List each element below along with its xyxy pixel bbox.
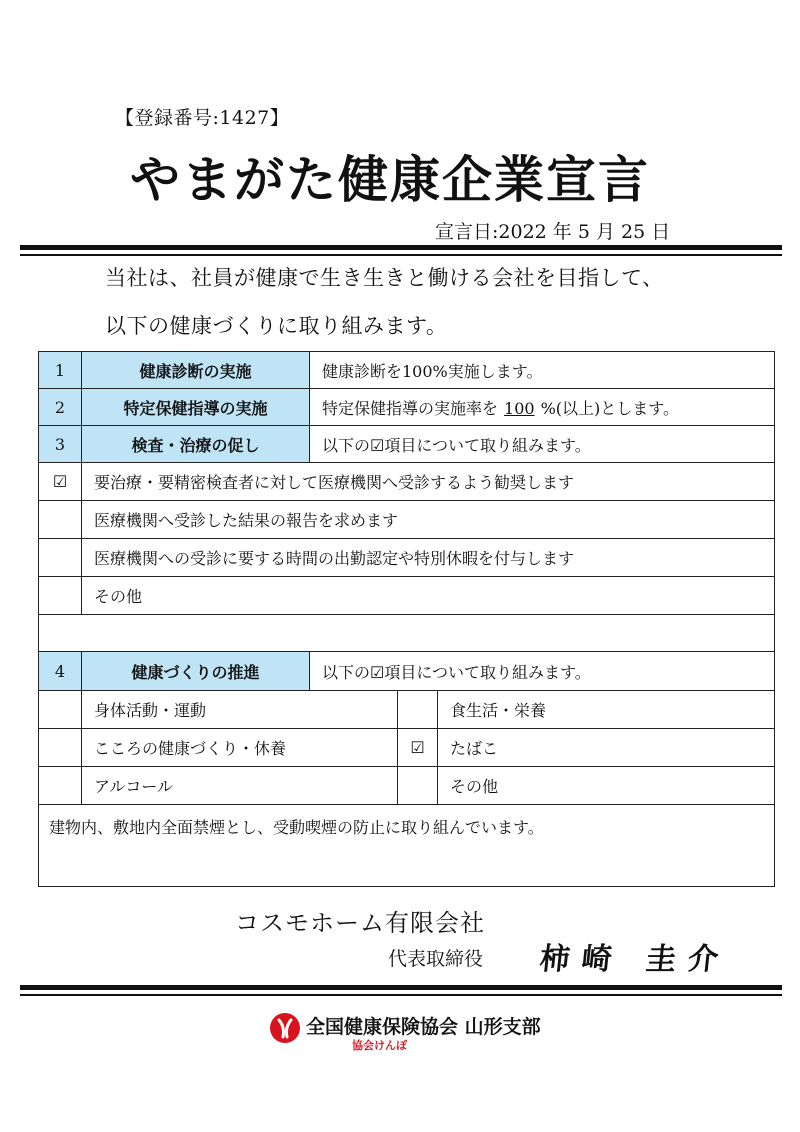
header-rule-thin (20, 254, 782, 256)
section-row-3 (39, 426, 775, 463)
section-description: 健康診断を100%実施します。 (310, 352, 775, 389)
checkbox[interactable] (39, 767, 82, 805)
checkbox[interactable] (39, 501, 82, 539)
checklist-row (39, 501, 775, 539)
section-number: 3 (39, 426, 82, 463)
section-number: 2 (39, 389, 82, 426)
checklist-row (39, 539, 775, 577)
intro-line-2: 以下の健康づくりに取り組みます。 (105, 314, 448, 338)
section-number: 1 (39, 352, 82, 389)
header-rule-thick (20, 245, 782, 250)
section-heading: 健康診断の実施 (82, 352, 310, 389)
checklist-label: 医療機関への受診に要する時間の出勤認定や特別休暇を付与します (82, 539, 775, 577)
checklist-label: その他 (82, 577, 775, 615)
section-row-1 (39, 352, 775, 389)
other-details-row (39, 615, 775, 652)
footer-rule-thin (20, 994, 782, 996)
other-details-field[interactable] (39, 615, 775, 652)
section-description (310, 389, 775, 426)
representative-title: 代表取締役 (388, 948, 484, 970)
checklist-row (39, 463, 775, 501)
promotion-row (39, 729, 775, 767)
checkbox[interactable]: ☑ (39, 463, 82, 501)
promotion-label: たばこ (438, 729, 775, 767)
organization-subname: 協会けんぽ (352, 1039, 407, 1052)
checklist-row (39, 577, 775, 615)
representative-name: 柿崎 圭介 (537, 942, 732, 977)
registration-number: 【登録番号:1427】 (115, 107, 290, 129)
kyokai-kenpo-logo-icon (270, 1013, 300, 1043)
checkbox[interactable] (39, 577, 82, 615)
checkbox[interactable] (39, 729, 82, 767)
declaration-date: 宣言日:2022 年 5 月 25 日 (435, 221, 671, 243)
promotion-note: 建物内、敷地内全面禁煙とし、受動喫煙の防止に取り組んでいます。 (39, 805, 775, 887)
rate-suffix: %(以上)とします。 (540, 398, 679, 418)
section-heading: 検査・治療の促し (82, 426, 310, 463)
section-number: 4 (39, 652, 82, 691)
checklist-label: 医療機関へ受診した結果の報告を求めます (82, 501, 775, 539)
promotion-row (39, 691, 775, 729)
section-row-2 (39, 389, 775, 426)
section-heading: 特定保健指導の実施 (82, 389, 310, 426)
rate-prefix: 特定保健指導の実施率を (322, 398, 499, 418)
checkbox[interactable] (39, 539, 82, 577)
checkbox[interactable] (398, 767, 438, 805)
section-description: 以下の☑項目について取り組みます。 (310, 652, 775, 691)
promotion-row (39, 767, 775, 805)
intro-line-1: 当社は、社員が健康で生き生きと働ける会社を目指して、 (105, 266, 664, 290)
promotion-label: こころの健康づくり・休養 (82, 729, 398, 767)
section-description: 以下の☑項目について取り組みます。 (310, 426, 775, 463)
checklist-label: 要治療・要精密検査者に対して医療機関へ受診するよう勧奨します (82, 463, 775, 501)
company-name: コスモホーム有限会社 (235, 909, 485, 937)
checkbox[interactable] (398, 691, 438, 729)
section-row-4 (39, 652, 775, 691)
page-title: やまがた健康企業宣言 (130, 151, 650, 209)
promotion-label: その他 (438, 767, 775, 805)
note-row (39, 805, 775, 887)
promotion-label: 食生活・栄養 (438, 691, 775, 729)
organization-name: 全国健康保険協会 山形支部 (306, 1016, 541, 1038)
rate-value: 100 (504, 398, 535, 418)
checkbox[interactable]: ☑ (398, 729, 438, 767)
checkbox[interactable] (39, 691, 82, 729)
declaration-table (38, 351, 775, 887)
section-heading: 健康づくりの推進 (82, 652, 310, 691)
promotion-label: 身体活動・運動 (82, 691, 398, 729)
promotion-label: アルコール (82, 767, 398, 805)
footer-rule-thick (20, 985, 782, 990)
